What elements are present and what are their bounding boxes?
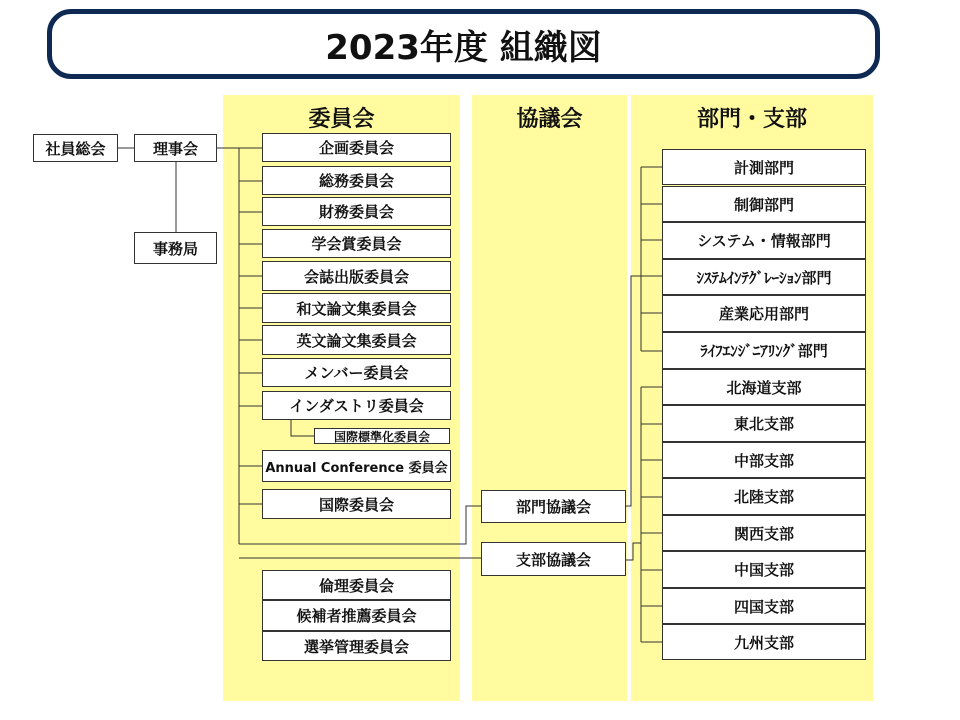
committee-industry: インダストリ委員会	[262, 391, 451, 420]
committee-journal-publication: 会誌出版委員会	[262, 261, 451, 291]
councils-column-header: 協議会	[516, 107, 583, 132]
division-measurement: 計測部門	[662, 149, 866, 185]
committee-nomination: 候補者推薦委員会	[262, 600, 451, 631]
committee-general-affairs: 総務委員会	[262, 166, 451, 195]
committee-english-papers: 英文論文集委員会	[262, 325, 451, 355]
branch-kyushu: 九州支部	[662, 624, 866, 660]
branch-kansai: 関西支部	[662, 515, 866, 551]
board-box: 理事会	[134, 134, 217, 162]
committee-japanese-papers: 和文論文集委員会	[262, 293, 451, 323]
branch-chubu: 中部支部	[662, 442, 866, 478]
committee-membership: メンバー委員会	[262, 358, 451, 387]
committee-awards: 学会賞委員会	[262, 229, 451, 258]
division-systems-information: システム・情報部門	[662, 222, 866, 259]
committees-column-header: 委員会	[308, 107, 375, 132]
division-life-engineering: ﾗｲﾌｴﾝｼﾞﾆｱﾘﾝｸﾞ部門	[662, 332, 866, 369]
committee-finance: 財務委員会	[262, 197, 451, 226]
general-meeting-box: 社員総会	[33, 134, 118, 162]
committee-planning: 企画委員会	[262, 133, 451, 162]
division-system-integration: ｼｽﾃﾑｲﾝﾃｸﾞﾚｰｼｮﾝ部門	[662, 259, 866, 295]
divisions-column-header: 部門・支部	[696, 107, 807, 132]
council-branches: 支部協議会	[481, 542, 626, 576]
division-industrial-applications: 産業応用部門	[662, 295, 866, 332]
branch-hokuriku: 北陸支部	[662, 478, 866, 515]
committee-annual-conference: Annual Conference 委員会	[262, 450, 451, 482]
committee-international: 国際委員会	[262, 489, 451, 519]
branch-tohoku: 東北支部	[662, 405, 866, 442]
branch-hokkaido: 北海道支部	[662, 369, 866, 405]
secretariat-box: 事務局	[134, 232, 217, 264]
branch-chugoku: 中国支部	[662, 551, 866, 588]
branch-shikoku: 四国支部	[662, 588, 866, 624]
committee-election: 選挙管理委員会	[262, 631, 451, 661]
council-divisions: 部門協議会	[481, 490, 626, 523]
committee-intl-standardization: 国際標準化委員会	[314, 428, 450, 444]
committee-ethics: 倫理委員会	[262, 570, 451, 600]
page-title: 2023年度 組織図	[47, 9, 880, 79]
division-control: 制御部門	[662, 186, 866, 222]
